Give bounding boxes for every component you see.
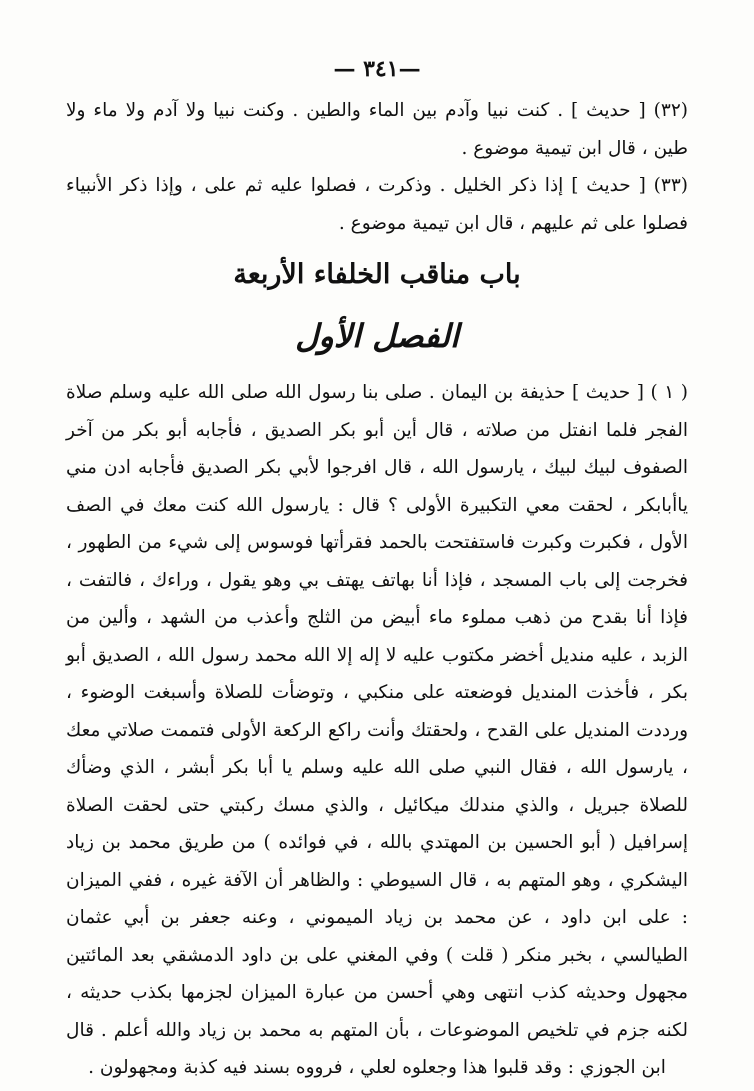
section-title: الفصل الأول [295,317,459,355]
hadith-32-paragraph: (٣٢) [ حديث ] . كنت نبيا وآدم بين الماء والطين . وكنت نبيا ولا آدم ولا ماء ولا طين ، قال ابن تيمية موضوع . [66,100,688,159]
chapter-title: باب مناقب الخلفاء الأربعة [233,259,521,290]
hadith-1-paragraph: ( ١ ) [ حديث ] حذيفة بن اليمان . صلى بنا رسول الله صلى الله عليه وسلم صلاة الفجر فلما انفتل من صلاته ، قال أين أبو بكر الصديق ، فأجابه أبو بكر من آخر الصفوف لبيك لبيك ، يارسول الله ، قال افرجوا لأبي بكر الصديق فأجابه ادن مني ياأبابكر ، لحقت معي التكبيرة الأولى ؟ قال : يارسول الله كنت معك في الصف الأول ، فكبرت وكبرت فاستفتحت بالحمد فقرأتها فوسوس إلى شيء من الطهور ، فخرجت إلى باب المسجد ، فإذا أنا بهاتف يهتف بي وهو يقول ، وراءك ، فالتفت ، فإذا أنا بقدح من ذهب مملوء ماء أبيض من الثلج وأعذب من الشهد ، وألين من الزبد ، عليه منديل أخضر مكتوب عليه لا إله إلا الله محمد رسول الله ، الصديق أبو بكر ، فأخذت المنديل فوضعته على منكبي ، وتوضأت للصلاة وأسبغت الوضوء ، ورددت المنديل على القدح ، ولحقتك وأنت راكع الركعة الأولى فتممت صلاتي معك ، يارسول الله ، فقال النبي صلى الله عليه وسلم يا أبا بكر أبشر ، الذي وضأك للصلاة جبريل ، والذي مندلك ميكائيل ، والذي مسك ركبتي حتى لحقت الصلاة إسرافيل ( أبو الحسين بن المهتدي بالله ، في فوائده ) من طريق محمد بن زياد اليشكري ، وهو المتهم به ، قال السيوطي : والظاهر أن الآفة غيره ، ففي الميزان : على ابن داود ، عن محمد بن زياد الميموني ، وعنه جعفر بن أبي عثمان الطيالسي ، بخبر منكر ( قلت ) وفي المغني على بن داود الدمشقي بعد المائتين مجهول وحديثه كذب انتهى وهي أحسن من عبارة الميزان لجزمها بكذب حديثه ، لكنه جزم في تلخيص الموضوعات ، بأن المتهم به محمد بن زياد والله أعلم . قال ابن الجوزي : وقد قلبوا هذا وجعلوه لعلي ، فرووه بسند فيه كذبة ومجهولون . [66,382,688,1078]
hadith-33-paragraph: (٣٣) [ حديث ] إذا ذكر الخليل . وذكرت ، فصلوا عليه ثم على ، وإذا ذكر الأنبياء فصلوا على ثم عليهم ، قال ابن تيمية موضوع . [66,175,688,234]
page-number: —٣٤١ — [333,56,421,82]
